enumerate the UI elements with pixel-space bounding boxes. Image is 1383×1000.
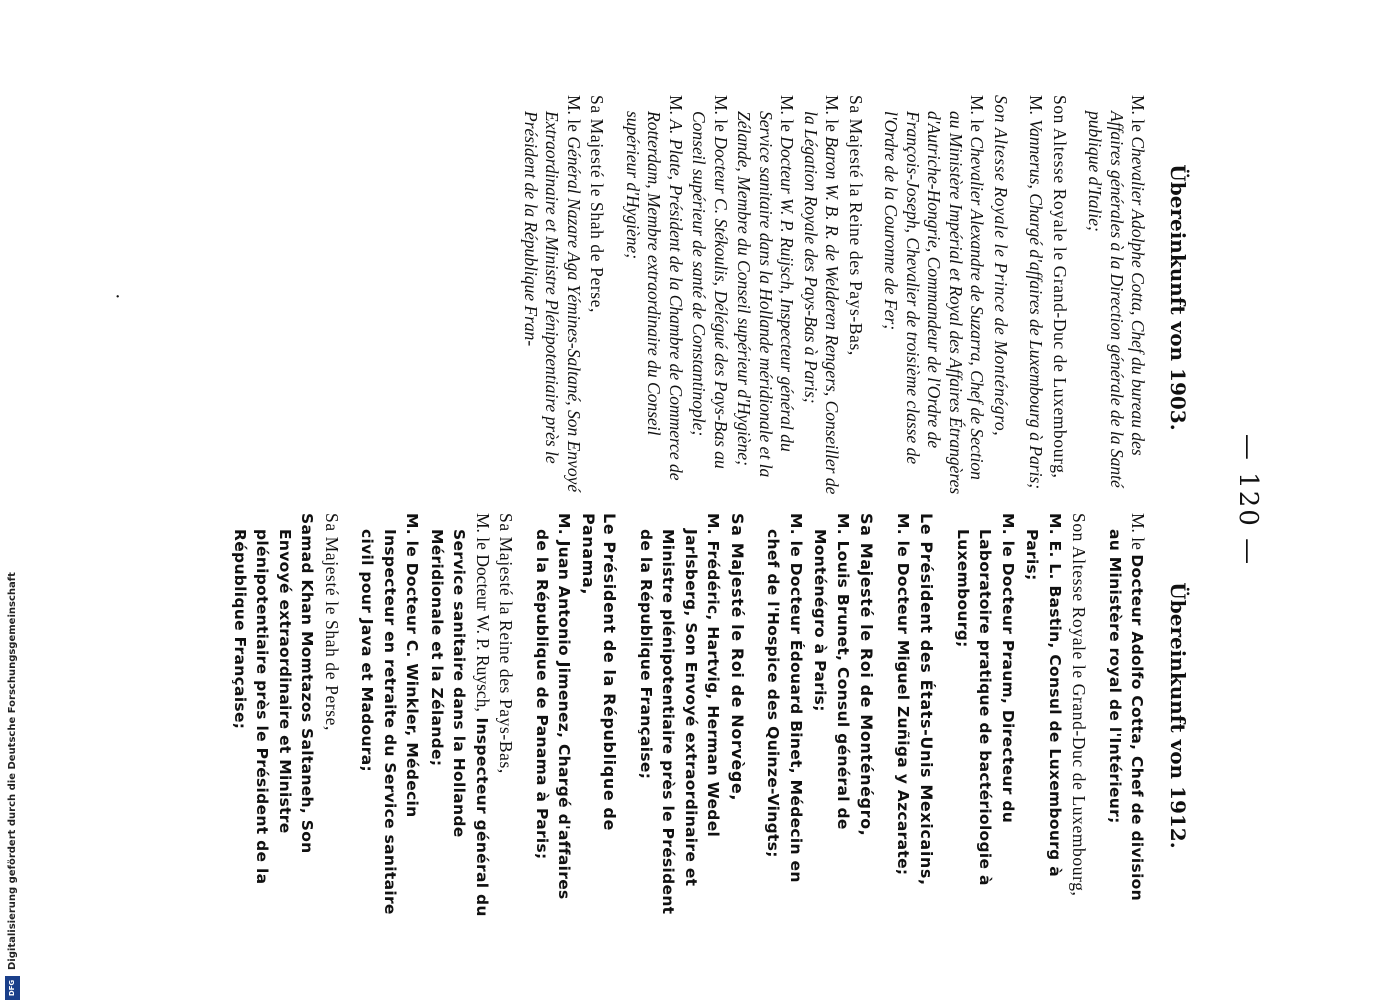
delegate-title: Chargé d'affaires de la République de Panama à Paris;	[533, 529, 574, 900]
delegate-title: Son Envoyé extraordinaire et Ministre plénipotentiaire près le Président de la République Française;	[637, 529, 700, 915]
delegate-name: A. Plate,	[666, 119, 686, 181]
column-1912	[227, 513, 1189, 918]
delegate-entry	[762, 513, 807, 918]
delegate-name: Docteur C. Stékoulis,	[711, 136, 731, 287]
delegate-title: Consul général de Monténégro à Paris;	[811, 529, 852, 830]
column-heading-1912: Übereinkunft von 1912.	[1166, 582, 1190, 849]
sovereign-line: Le Président de la République de Panama,	[579, 513, 620, 831]
column-1903	[518, 95, 1189, 500]
delegate-name: M. E. L. Bastin,	[1046, 513, 1064, 649]
stray-dot-mark: ·	[106, 293, 128, 300]
delegate-prefix: M. le Docteur W. P. Ruysch,	[473, 513, 493, 712]
delegate-prefix: M. le	[967, 95, 988, 137]
entries-1912	[229, 513, 1149, 918]
delegate-title: Délégué des Pays-Bas au Conseil supérieur de santé de Constantinople;	[689, 111, 731, 469]
delegate-prefix: M.	[666, 95, 686, 120]
sovereign-line: Sa Majesté le Shah de Perse,	[587, 95, 608, 313]
sovereign-line: Son Altesse Royale le Prince de Monténégro,	[991, 95, 1011, 437]
delegate-title: Consul de Luxembourg à Paris;	[1023, 529, 1064, 877]
delegate-entry	[622, 95, 687, 500]
delegate-prefix: M. le	[822, 95, 843, 137]
delegate-entry	[880, 95, 988, 500]
delegate-entry	[952, 513, 1020, 918]
delegate-entry	[688, 95, 731, 500]
delegate-entry	[1025, 95, 1047, 500]
delegate-title: Chef de division au Ministère royal de l'Intérieur;	[1106, 529, 1147, 901]
column-heading-1903: Übereinkunft von 1903.	[1166, 164, 1190, 431]
delegate-entry	[800, 95, 843, 500]
delegate-name: Chevalier Adolphe Cotta,	[1128, 136, 1149, 316]
delegate-title: Président de la Chambre de Commerce de Rotterdam, Membre extraordinaire du Conseil supérieur d'Hygiène;	[623, 111, 686, 481]
footer-credit-text: Digitalisierung gefördert durch die Deutsche Forschungsgemeinschaft	[6, 572, 18, 970]
delegate-name: Docteur Adolfo Cotta,	[1128, 554, 1147, 751]
delegate-title: Directeur du Laboratoire pratique de bactériologie à Luxembourg;	[954, 529, 1017, 886]
dfg-logo: DFG	[5, 976, 20, 1000]
sovereign-line: Sa Majesté le Shah de Perse,	[322, 513, 342, 731]
delegate-entry	[356, 513, 424, 918]
delegate-name: M. Juan Antonio Jimenez,	[555, 513, 574, 739]
sovereign-line: Sa Majesté la Reine des Pays-Bas,	[496, 513, 517, 774]
delegate-name: M. le Docteur Miguel Zuñiga y Azcarate;	[894, 513, 912, 876]
sovereign-line: Son Altesse Royale le Grand-Duc de Luxembourg,	[1069, 513, 1090, 897]
delegate-title: Son Envoyé Extraordinaire et Ministre Plénipotentiaire près le Président de la République Fran-	[521, 111, 584, 493]
delegate-entry	[229, 513, 319, 918]
delegate-title: Inspecteur général du Service sanitaire dans la Hollande méridionale et la Zélande, Membre du Conseil supérieur d'Hygiène;	[734, 111, 798, 478]
delegate-entry	[531, 513, 576, 918]
delegate-title: Chef du bureau des Affaires générales à la Direction générale de la Santé publique d'Italie;	[1085, 111, 1149, 488]
delegate-name: M. le Docteur Édouard Binet,	[787, 513, 805, 774]
delegate-title: Chef de Section au Ministère Impérial et Royal des Affaires Étrangères d'Autriche-Hongrie, Commandeur de l'Ordre de François-Joseph, Chevalier de troisième classe de l'Ordre de la Couronne de Fer;	[881, 111, 988, 495]
delegate-name: M. Frédéric, Hartvig, Herman Wedel Jarlsberg,	[682, 513, 723, 838]
delegate-entry	[1021, 513, 1066, 918]
delegate-prefix: M. le	[1128, 95, 1149, 137]
delegate-prefix: M. le	[1128, 513, 1149, 555]
delegate-title: Inspecteur général du Service sanitaire dans la Hollande Méridionale et la Zélande;	[428, 529, 491, 917]
delegate-entry	[635, 513, 725, 918]
delegate-title: Son Envoyé extraordinaire et Ministre plénipotentiaire près le Président de la République Française;	[231, 529, 317, 885]
delegate-name: Baron W. B. R. de Welderen Rengers,	[822, 136, 843, 397]
delegate-name: M. Louis Brunet,	[834, 513, 852, 662]
entries-1903	[520, 95, 1149, 500]
delegate-entry	[1104, 513, 1149, 918]
delegate-entry	[426, 513, 494, 918]
delegate-entry	[733, 95, 798, 500]
delegate-title: Chargé d'affaires de Luxembourg à Paris;	[1026, 188, 1047, 490]
delegate-prefix: M.	[1026, 95, 1047, 120]
sovereign-line: Sa Majesté le Roi de Norvège,	[728, 513, 747, 802]
delegate-entry	[892, 513, 915, 918]
delegate-title: Médecin en chef de l'Hospice des Quinze-Vingts;	[764, 529, 805, 883]
sovereign-line: Le Président des États-Unis Mexicains,	[917, 513, 937, 886]
page-number: — 120 —	[1233, 433, 1263, 567]
delegate-entry	[809, 513, 854, 918]
delegate-name: Général Nazare Aga Yémines-Saltané,	[564, 136, 584, 406]
delegate-prefix: M. le	[777, 95, 798, 137]
delegate-prefix: M. le	[564, 95, 584, 137]
digitization-footer	[3, 0, 21, 1000]
delegate-entry	[520, 95, 585, 500]
delegate-name: M. le Docteur C. Winkler,	[403, 513, 422, 737]
delegate-name: M. le Docteur Praum,	[999, 513, 1017, 705]
delegate-prefix: M. le	[711, 95, 731, 137]
delegate-name: Vannerus,	[1026, 119, 1047, 189]
delegate-name: Samad Khan Momtazos Saltaneh,	[298, 513, 317, 815]
delegate-entry	[1084, 95, 1149, 500]
delegate-name: Chevalier Alexandre de Suzarra,	[967, 136, 988, 366]
delegate-title: Conseiller de la Légation Royale des Pays-Bas à Paris;	[801, 111, 843, 495]
sovereign-line: Sa Majesté le Roi de Monténégro,	[857, 513, 877, 837]
delegate-name: Docteur W. P. Ruijsch,	[777, 136, 798, 294]
sovereign-line: Son Altesse Royale le Grand-Duc de Luxembourg,	[1050, 95, 1070, 479]
sovereign-line: Sa Majesté la Reine des Pays-Bas,	[846, 95, 866, 356]
delegate-title: Médecin Inspecteur en retraite du Service sanitaire civil pour Java et Madoura;	[358, 529, 422, 915]
